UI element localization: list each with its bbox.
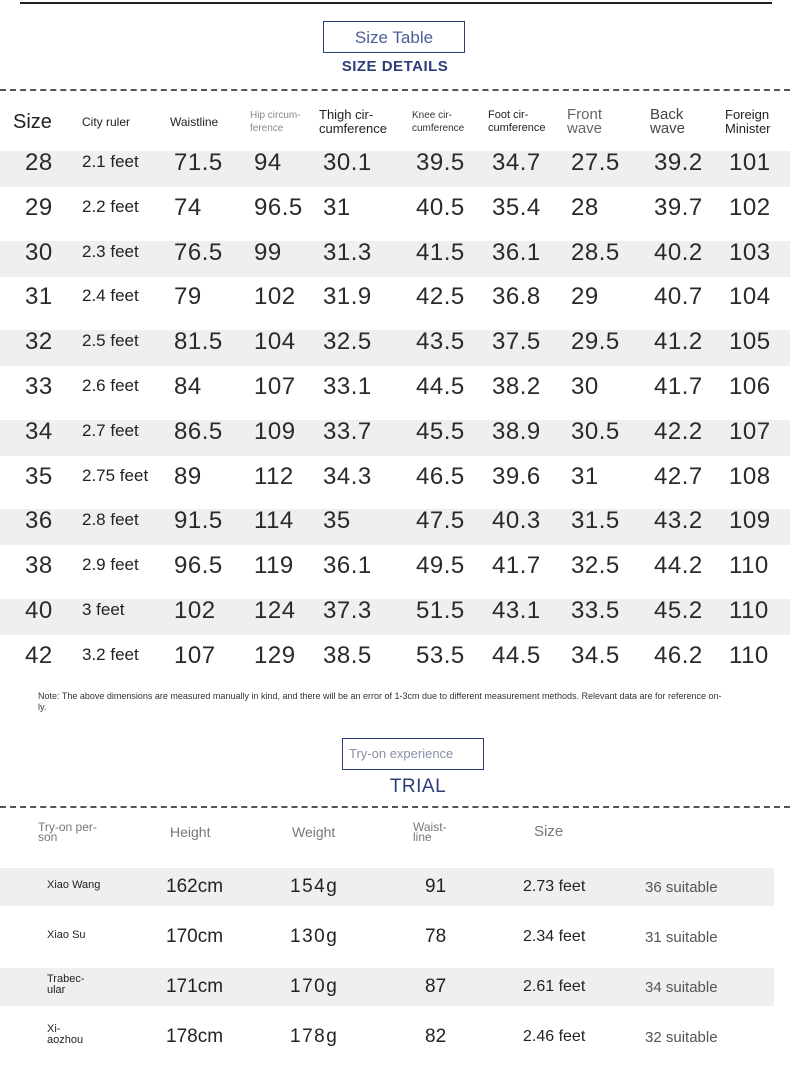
table-cell: 39.2 bbox=[654, 149, 703, 176]
table-cell: 42 bbox=[25, 641, 53, 669]
trial-column-header: Waist- line bbox=[413, 820, 447, 844]
table-cell: 102 bbox=[729, 193, 771, 221]
column-header: Hip circum- ference bbox=[250, 110, 301, 134]
table-cell: 108 bbox=[729, 462, 771, 490]
table-cell: 105 bbox=[729, 328, 771, 356]
table-cell: 2.7 feet bbox=[82, 420, 139, 440]
table-cell: 33.7 bbox=[323, 417, 372, 445]
table-cell: 46.2 bbox=[654, 641, 703, 669]
table-row bbox=[0, 274, 790, 318]
table-cell: 36.8 bbox=[492, 283, 541, 311]
table-cell: 101 bbox=[729, 149, 771, 176]
divider-dashed bbox=[0, 89, 790, 91]
table-cell: 38.9 bbox=[492, 417, 541, 445]
table-cell: 96.5 bbox=[254, 193, 303, 221]
table-cell: 2.1 feet bbox=[82, 152, 139, 171]
trial-cell: 162cm bbox=[166, 876, 224, 897]
table-cell: 35 bbox=[323, 507, 351, 535]
table-cell: 2.75 feet bbox=[82, 465, 149, 485]
table-cell: 31.5 bbox=[571, 507, 620, 535]
column-header: Foot cir- cumference bbox=[488, 109, 546, 134]
trial-cell: 130g bbox=[290, 926, 339, 947]
table-cell: 30.5 bbox=[571, 417, 620, 445]
table-cell: 31 bbox=[25, 283, 53, 311]
table-cell: 43.2 bbox=[654, 507, 703, 535]
table-cell: 104 bbox=[729, 283, 771, 311]
table-cell: 39.7 bbox=[654, 193, 703, 221]
table-cell: 107 bbox=[254, 373, 296, 400]
table-cell: 74 bbox=[174, 193, 202, 221]
table-cell: 36.1 bbox=[492, 238, 541, 266]
table-cell: 34.5 bbox=[571, 641, 620, 669]
table-cell: 40.7 bbox=[654, 283, 703, 311]
trial-cell: 32 suitable bbox=[645, 1029, 718, 1046]
table-cell: 2.2 feet bbox=[82, 196, 139, 216]
table-cell: 35 bbox=[25, 462, 53, 490]
table-cell: 47.5 bbox=[416, 507, 465, 535]
trial-cell: 178g bbox=[290, 1026, 339, 1047]
table-row bbox=[0, 454, 790, 498]
table-cell: 36.1 bbox=[323, 552, 372, 580]
table-cell: 43.5 bbox=[416, 328, 465, 356]
trial-cell: 2.61 feet bbox=[523, 978, 586, 995]
trial-cell: 82 bbox=[425, 1026, 447, 1047]
trial-cell: 31 suitable bbox=[645, 929, 718, 946]
table-cell: 71.5 bbox=[174, 149, 223, 176]
trial-column-header: Height bbox=[170, 824, 211, 840]
trial-cell: 170cm bbox=[166, 926, 224, 947]
table-cell: 41.2 bbox=[654, 328, 703, 356]
table-cell: 107 bbox=[729, 417, 771, 445]
table-cell: 31.3 bbox=[323, 238, 372, 266]
table-cell: 49.5 bbox=[416, 552, 465, 580]
trial-title: TRIAL bbox=[389, 776, 447, 797]
table-cell: 27.5 bbox=[571, 149, 620, 176]
column-header: Waistline bbox=[170, 115, 219, 129]
table-cell: 2.4 feet bbox=[82, 286, 139, 306]
table-row bbox=[0, 364, 790, 408]
table-cell: 110 bbox=[729, 552, 769, 580]
table-cell: 129 bbox=[254, 641, 296, 669]
table-cell: 42.5 bbox=[416, 283, 465, 311]
table-cell: 107 bbox=[174, 641, 216, 669]
table-cell: 53.5 bbox=[416, 641, 465, 669]
table-row bbox=[0, 633, 790, 677]
table-cell: 86.5 bbox=[174, 417, 223, 445]
table-cell: 31 bbox=[323, 193, 351, 221]
column-header: Thigh cir- cumference bbox=[319, 107, 387, 136]
size-table-title: Size Table bbox=[323, 21, 465, 53]
table-cell: 96.5 bbox=[174, 552, 223, 580]
table-cell: 40.5 bbox=[416, 193, 465, 221]
trial-column-header: Size bbox=[534, 823, 564, 840]
trial-cell: 171cm bbox=[166, 976, 224, 997]
table-cell: 45.2 bbox=[654, 597, 703, 624]
table-cell: 79 bbox=[174, 283, 202, 311]
table-cell: 37.3 bbox=[323, 597, 372, 624]
try-on-experience-label: Try-on experience bbox=[342, 738, 484, 770]
trial-cell: 87 bbox=[425, 976, 447, 997]
table-cell: 31.9 bbox=[323, 283, 372, 311]
table-cell: 2.8 feet bbox=[82, 510, 139, 530]
table-cell: 45.5 bbox=[416, 417, 465, 445]
table-cell: 91.5 bbox=[174, 507, 223, 535]
table-cell: 38.5 bbox=[323, 641, 372, 669]
table-cell: 81.5 bbox=[174, 328, 223, 356]
trial-cell: 2.73 feet bbox=[523, 878, 586, 895]
table-cell: 32.5 bbox=[571, 552, 620, 580]
table-cell: 110 bbox=[729, 641, 769, 669]
trial-cell: Xiao Wang bbox=[47, 879, 101, 891]
top-rule bbox=[20, 2, 772, 4]
table-row bbox=[0, 588, 790, 632]
measurement-note: Note: The above dimensions are measured manually in kind, and there will be an error of 1-3cm due to different measurement methods. Relevant data are for reference on- ly. bbox=[38, 691, 722, 712]
table-cell: 106 bbox=[729, 373, 771, 400]
table-row bbox=[0, 409, 790, 453]
table-cell: 3 feet bbox=[82, 600, 125, 619]
table-cell: 102 bbox=[254, 283, 296, 311]
table-cell: 29 bbox=[25, 193, 53, 221]
table-cell: 40.2 bbox=[654, 238, 703, 266]
trial-cell: Trabec- ular bbox=[47, 973, 85, 996]
table-cell: 38.2 bbox=[492, 373, 541, 400]
table-cell: 44.2 bbox=[654, 552, 703, 580]
table-cell: 2.9 feet bbox=[82, 555, 139, 575]
column-header: City ruler bbox=[82, 115, 131, 129]
table-cell: 28 bbox=[25, 149, 53, 176]
table-cell: 33.1 bbox=[323, 373, 372, 400]
table-cell: 34.3 bbox=[323, 462, 372, 490]
table-cell: 34 bbox=[25, 417, 53, 445]
table-cell: 40.3 bbox=[492, 507, 541, 535]
table-cell: 41.5 bbox=[416, 238, 465, 266]
table-cell: 94 bbox=[254, 149, 282, 176]
table-cell: 32.5 bbox=[323, 328, 372, 356]
table-cell: 36 bbox=[25, 507, 53, 535]
table-cell: 34.7 bbox=[492, 149, 541, 176]
trial-cell: 91 bbox=[425, 876, 447, 897]
trial-cell: Xiao Su bbox=[47, 929, 86, 941]
table-cell: 33 bbox=[25, 373, 53, 400]
table-cell: 109 bbox=[729, 507, 771, 535]
table-cell: 28.5 bbox=[571, 238, 620, 266]
table-cell: 2.6 feet bbox=[82, 376, 139, 395]
table-cell: 124 bbox=[254, 597, 296, 624]
table-cell: 99 bbox=[254, 238, 282, 266]
table-cell: 109 bbox=[254, 417, 296, 445]
table-cell: 39.5 bbox=[416, 149, 465, 176]
table-cell: 35.4 bbox=[492, 193, 541, 221]
table-cell: 89 bbox=[174, 462, 202, 490]
table-cell: 51.5 bbox=[416, 597, 465, 624]
table-cell: 41.7 bbox=[492, 552, 541, 580]
size-details-subtitle: SIZE DETAILS bbox=[341, 58, 449, 75]
table-cell: 2.5 feet bbox=[82, 331, 139, 351]
table-cell: 38 bbox=[25, 552, 53, 580]
table-cell: 29 bbox=[571, 283, 599, 311]
column-header: Front wave bbox=[567, 106, 603, 137]
table-row bbox=[0, 230, 790, 274]
trial-cell: 78 bbox=[425, 926, 447, 947]
table-cell: 30.1 bbox=[323, 149, 372, 176]
trial-cell: 2.34 feet bbox=[523, 928, 586, 945]
table-cell: 119 bbox=[254, 552, 294, 580]
table-cell: 43.1 bbox=[492, 597, 541, 624]
table-cell: 102 bbox=[174, 597, 216, 624]
trial-cell: 2.46 feet bbox=[523, 1028, 586, 1045]
trial-cell: 154g bbox=[290, 876, 339, 897]
column-header: Back wave bbox=[650, 106, 686, 137]
table-row bbox=[0, 185, 790, 229]
table-cell: 37.5 bbox=[492, 328, 541, 356]
trial-cell: 34 suitable bbox=[645, 979, 718, 996]
table-cell: 84 bbox=[174, 373, 202, 400]
table-cell: 44.5 bbox=[492, 641, 541, 669]
table-cell: 33.5 bbox=[571, 597, 620, 624]
column-header: Foreign Minister bbox=[725, 107, 771, 136]
divider-dashed-trial bbox=[0, 806, 790, 808]
trial-column-header: Weight bbox=[292, 824, 336, 840]
table-cell: 114 bbox=[254, 507, 294, 535]
table-cell: 28 bbox=[571, 193, 599, 221]
trial-cell: 178cm bbox=[166, 1026, 224, 1047]
column-header: Size bbox=[13, 111, 52, 133]
table-cell: 42.2 bbox=[654, 417, 703, 445]
table-cell: 39.6 bbox=[492, 462, 541, 490]
table-cell: 76.5 bbox=[174, 238, 223, 266]
table-row bbox=[0, 140, 790, 184]
table-cell: 2.3 feet bbox=[82, 241, 139, 261]
trial-cell: 36 suitable bbox=[645, 879, 718, 896]
table-cell: 31 bbox=[571, 462, 599, 490]
table-row bbox=[0, 319, 790, 363]
column-header: Knee cir- cumference bbox=[412, 110, 465, 134]
table-cell: 29.5 bbox=[571, 328, 620, 356]
table-cell: 103 bbox=[729, 238, 771, 266]
table-cell: 30 bbox=[571, 373, 599, 400]
table-cell: 3.2 feet bbox=[82, 644, 139, 664]
trial-column-header: Try-on per- son bbox=[38, 820, 97, 844]
trial-cell: Xi- aozhou bbox=[47, 1023, 84, 1046]
table-cell: 30 bbox=[25, 238, 53, 266]
table-row bbox=[0, 543, 790, 587]
table-cell: 42.7 bbox=[654, 462, 703, 490]
table-cell: 40 bbox=[25, 597, 53, 624]
table-cell: 110 bbox=[729, 597, 769, 624]
table-cell: 112 bbox=[254, 462, 294, 490]
table-cell: 32 bbox=[25, 328, 53, 356]
table-cell: 104 bbox=[254, 328, 296, 356]
table-cell: 46.5 bbox=[416, 462, 465, 490]
trial-cell: 170g bbox=[290, 976, 339, 997]
table-row bbox=[0, 498, 790, 542]
table-cell: 41.7 bbox=[654, 373, 703, 400]
table-cell: 44.5 bbox=[416, 373, 465, 400]
